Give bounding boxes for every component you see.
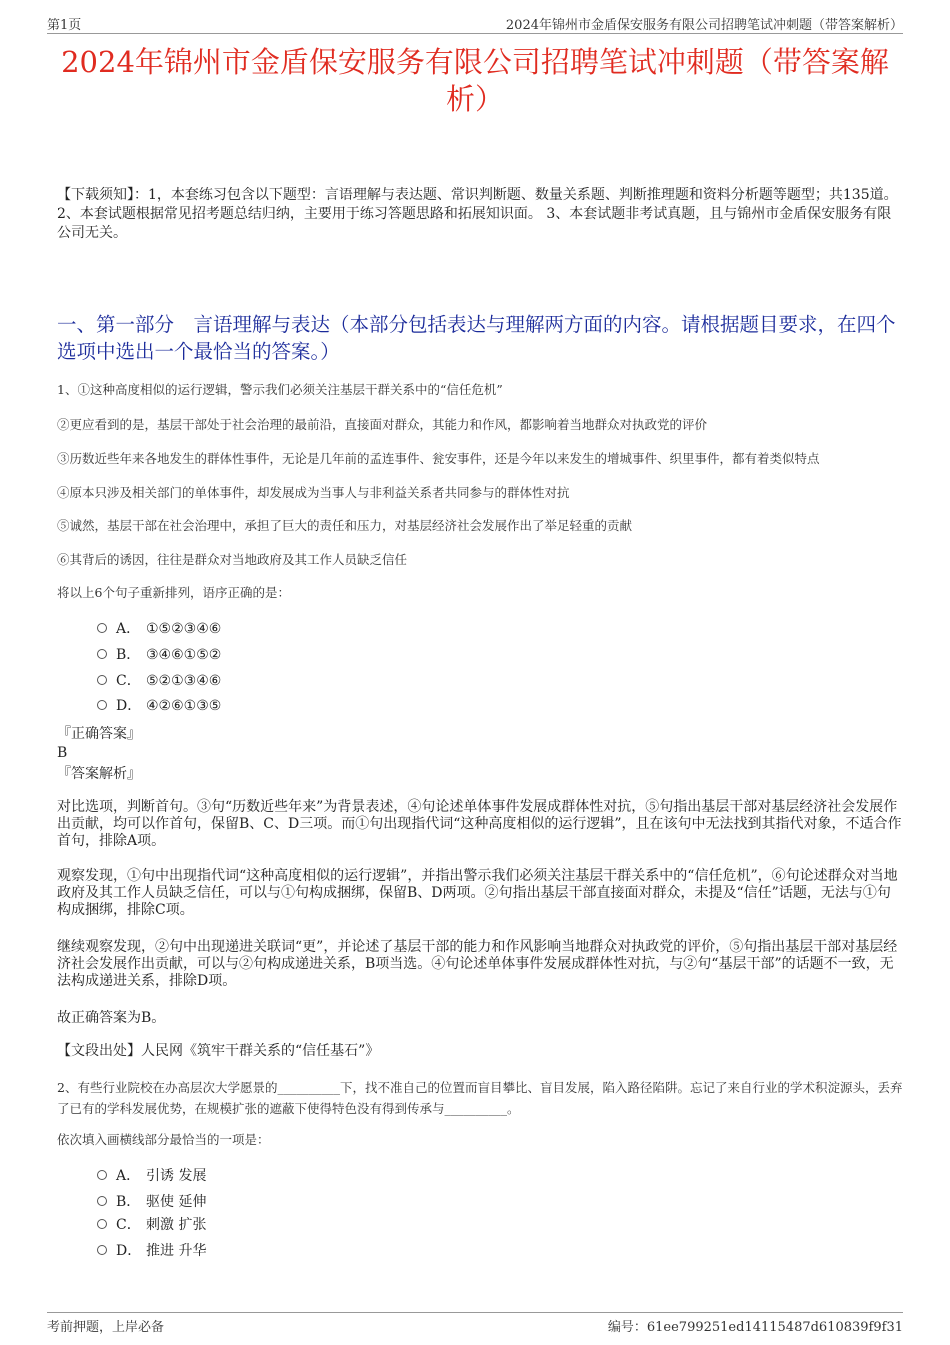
q1-sentence-4: ④原本只涉及相关部门的单体事件，却发展成为当事人与非利益关系者共同参与的群体性对抗: [57, 485, 570, 500]
header-divider: [47, 33, 903, 34]
option-letter: D．: [116, 1243, 142, 1259]
q1-analysis-paragraph-2: 观察发现，①句中出现指代词“这种高度相似的运行逻辑”，并指出警示我们必须关注基层干群关系中的“信任危机”，⑥句论述群众对当地政府及其工作人员缺乏信任，可以与①句构成捆绑，保留B、D两项。②句指出基层干部直接面对群众，未提及“信任”话题，无法与①句构成捆绑，排除C项。: [57, 868, 898, 918]
radio-icon[interactable]: [97, 623, 107, 633]
q1-sentence-5: ⑤诚然，基层干部在社会治理中，承担了巨大的责任和压力，对基层经济社会发展作出了举足轻重的贡献: [57, 518, 633, 533]
header-doc-title: 2024年锦州市金盾保安服务有限公司招聘笔试冲刺题（带答案解析）: [505, 18, 903, 33]
q1-sentence-6: ⑥其背后的诱因，往往是群众对当地政府及其工作人员缺乏信任: [57, 552, 408, 567]
q1-option-d[interactable]: [97, 697, 221, 715]
option-letter: A．: [116, 1168, 141, 1184]
radio-icon[interactable]: [97, 675, 107, 685]
q2-blank-2: __________: [444, 1101, 508, 1116]
q2-stem-part-1: 2、有些行业院校在办高层次大学愿景的: [57, 1080, 278, 1095]
q1-sentence-2: ②更应看到的是，基层干部处于社会治理的最前沿，直接面对群众，其能力和作风，都影响着当地群众对执政党的评价: [57, 417, 708, 432]
option-letter: A．: [116, 621, 141, 637]
q2-option-c[interactable]: [97, 1216, 206, 1234]
q2-blank-1: __________: [277, 1080, 340, 1095]
q1-analysis-paragraph-1: 对比选项，判断首句。③句“历数近些年来”为背景表述，④句论述单体事件发展成群体性对抗，⑤句指出基层干部对基层经济社会发展作出贡献，均可以作首句，保留B、C、D三项。而①句出现指代词“这种高度相似的运行逻辑”，且在该句中无法找到其指代对象，不适合作首句，排除A项。: [57, 799, 902, 849]
q1-prompt: 将以上6个句子重新排列，语序正确的是：: [57, 585, 290, 600]
document-title: 2024年锦州市金盾保安服务有限公司招聘笔试冲刺题（带答案解析）: [61, 45, 889, 116]
download-notice: 【下载须知】：1，本套练习包含以下题型：言语理解与表达题、常识判断题、数量关系题、判断推理题和资料分析题等题型；共135道。 2、本套试题根据常见招考题总结归纳，主要用于练习答题思路和拓展知识面。 3、本套试题非考试真题，且与锦州市金盾保安服务有限公司无关。: [57, 187, 898, 241]
page-header: [47, 14, 903, 32]
radio-icon[interactable]: [97, 1245, 107, 1255]
option-text: ⑤②①③④⑥: [146, 673, 222, 689]
option-text: ④②⑥①③⑤: [146, 698, 222, 714]
q2-option-b[interactable]: [97, 1193, 206, 1211]
radio-icon[interactable]: [97, 1219, 107, 1229]
q1-option-b[interactable]: [97, 646, 221, 664]
q1-answer: B: [57, 745, 68, 761]
option-text: ③④⑥①⑤②: [146, 647, 222, 663]
q1-sentence-3: ③历数近些年来各地发生的群体性事件，无论是几年前的孟连事件、瓮安事件，还是今年以来发生的增城事件、织里事件，都有着类似特点: [57, 451, 820, 466]
q1-sentence-1: 1、①这种高度相似的运行逻辑，警示我们必须关注基层干群关系中的“信任危机”: [57, 382, 503, 397]
radio-icon[interactable]: [97, 1170, 107, 1180]
q2-option-a[interactable]: [97, 1167, 206, 1185]
footer-slogan: 考前押题，上岸必备: [47, 1320, 165, 1335]
radio-icon[interactable]: [97, 700, 107, 710]
q2-prompt: 依次填入画横线部分最恰当的一项是：: [57, 1132, 270, 1147]
page-footer: [47, 1316, 903, 1334]
section-title: 一、第一部分 言语理解与表达（本部分包括表达与理解两方面的内容。请根据题目要求，在四个选项中选出一个最恰当的答案。）: [57, 313, 896, 363]
q1-option-a[interactable]: [97, 620, 221, 638]
q2-stem-part-3: 。: [507, 1101, 520, 1116]
q1-analysis-paragraph-3: 继续观察发现，②句中出现递进关联词“更”，并论述了基层干部的能力和作风影响当地群众对执政党的评价，⑤句指出基层干部对基层经济社会发展作出贡献，可以与②句构成递进关系，B项当选。④句论述单体事件发展成群体性对抗，与②句“基层干部”的话题不一致，无法构成递进关系，排除D项。: [57, 939, 898, 989]
footer-divider: [47, 1312, 903, 1313]
option-letter: C．: [116, 1217, 141, 1233]
option-letter: D．: [116, 698, 142, 714]
q1-answer-label: 『正确答案』: [57, 726, 141, 742]
header-page-number: 第1页: [47, 18, 82, 33]
radio-icon[interactable]: [97, 649, 107, 659]
footer-doc-id: 编号：61ee799251ed14115487d610839f9f31: [607, 1320, 903, 1335]
option-text: ①⑤②③④⑥: [146, 621, 222, 637]
radio-icon[interactable]: [97, 1196, 107, 1206]
q1-analysis-conclusion: 故正确答案为B。: [57, 1010, 166, 1026]
q2-stem-part-2: 下，找不准自己的位置而盲目攀比、盲目发展，陷入路径陷阱。忘记了来自行业的学术积淀源头，丢弃了已有的学科发展优势，在规模扩张的遮蔽下使得特色没有得到传承与: [57, 1080, 903, 1116]
q1-source: 【文段出处】人民网《筑牢干群关系的“信任基石”》: [57, 1043, 380, 1059]
option-text: 刺激 扩张: [146, 1217, 207, 1233]
option-letter: B．: [116, 647, 141, 663]
q2-option-d[interactable]: [97, 1242, 206, 1260]
option-letter: B．: [116, 1194, 141, 1210]
q1-option-c[interactable]: [97, 672, 221, 690]
option-text: 推进 升华: [146, 1243, 207, 1259]
q1-analysis-label: 『答案解析』: [57, 766, 141, 782]
option-letter: C．: [116, 673, 141, 689]
option-text: 驱使 延伸: [146, 1194, 207, 1210]
option-text: 引诱 发展: [146, 1168, 207, 1184]
q2-stem: [57, 1077, 903, 1119]
